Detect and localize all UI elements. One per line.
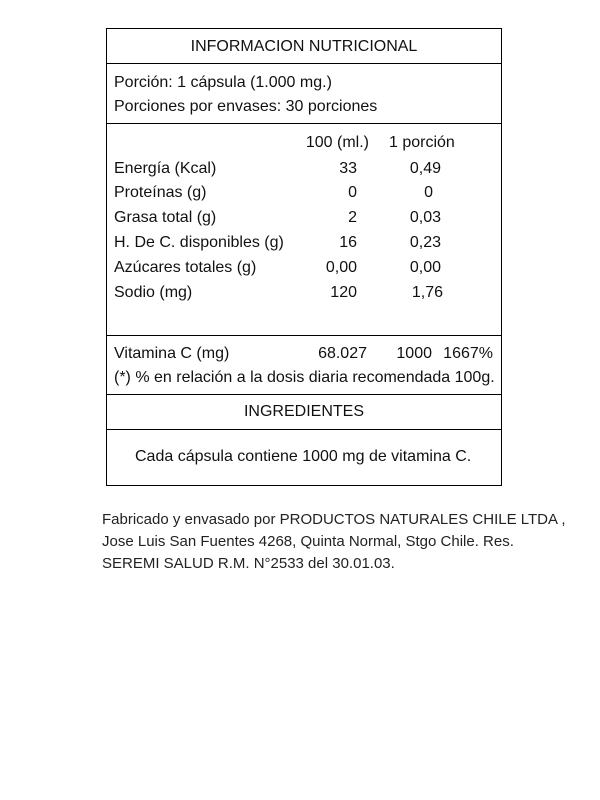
vitamin-per-portion: 1000 <box>396 345 432 362</box>
nutrient-per-portion: 0,23 <box>409 234 441 251</box>
nutrient-per-portion: 0,03 <box>409 209 441 226</box>
vitamin-name: Vitamina C (mg) <box>114 345 230 362</box>
col-header-per-portion: 1 porción <box>389 134 455 151</box>
manufacturer-info <box>102 509 566 575</box>
nutrient-per-portion: 1,76 <box>411 284 443 301</box>
nutrient-per100: 16 <box>339 234 357 251</box>
ingredients-title: INGREDIENTES <box>243 403 364 420</box>
portion-size: Porción: 1 cápsula (1.000 mg.) <box>114 74 332 91</box>
daily-value-note: (*) % en relación a la dosis diaria recomendada 100g. <box>114 369 495 386</box>
nutrient-name: Grasa total (g) <box>114 209 217 226</box>
nutrient-name: Proteínas (g) <box>114 184 207 201</box>
nutrient-name: Energía (Kcal) <box>114 160 217 177</box>
nutrient-per100: 33 <box>339 160 357 177</box>
nutrient-per100: 0,00 <box>325 259 357 276</box>
portions-per-container: Porciones por envases: 30 porciones <box>114 98 378 115</box>
nutrient-per-portion: 0,49 <box>409 160 441 177</box>
col-header-per100: 100 (ml.) <box>305 134 369 151</box>
address-line: Jose Luis San Fuentes 4268, Quinta Normal, Stgo Chile. Res. <box>102 533 514 550</box>
nutrient-per100: 0 <box>348 184 357 201</box>
registration-line: SEREMI SALUD R.M. N°2533 del 30.01.03. <box>102 555 395 572</box>
divider <box>107 394 501 395</box>
nutrient-per-portion: 0,00 <box>409 259 441 276</box>
vitamin-per100: 68.027 <box>318 345 367 362</box>
divider <box>107 335 501 336</box>
nutrition-label <box>106 28 502 486</box>
nutrient-name: Sodio (mg) <box>114 284 193 301</box>
nutrient-per100: 120 <box>330 284 357 301</box>
label-title: INFORMACION NUTRICIONAL <box>190 38 418 55</box>
divider <box>107 429 501 430</box>
divider <box>107 63 501 64</box>
manufacturer-line: Fabricado y envasado por PRODUCTOS NATURALES CHILE LTDA , <box>102 511 566 528</box>
ingredients-text: Cada cápsula contiene 1000 mg de vitamina C. <box>135 448 472 465</box>
nutrient-per-portion: 0 <box>424 184 433 201</box>
divider <box>107 123 501 124</box>
nutrient-per100: 2 <box>348 209 357 226</box>
nutrient-name: H. De C. disponibles (g) <box>114 234 284 251</box>
vitamin-daily-pct: 1667% <box>443 345 493 362</box>
nutrient-name: Azúcares totales (g) <box>114 259 257 276</box>
